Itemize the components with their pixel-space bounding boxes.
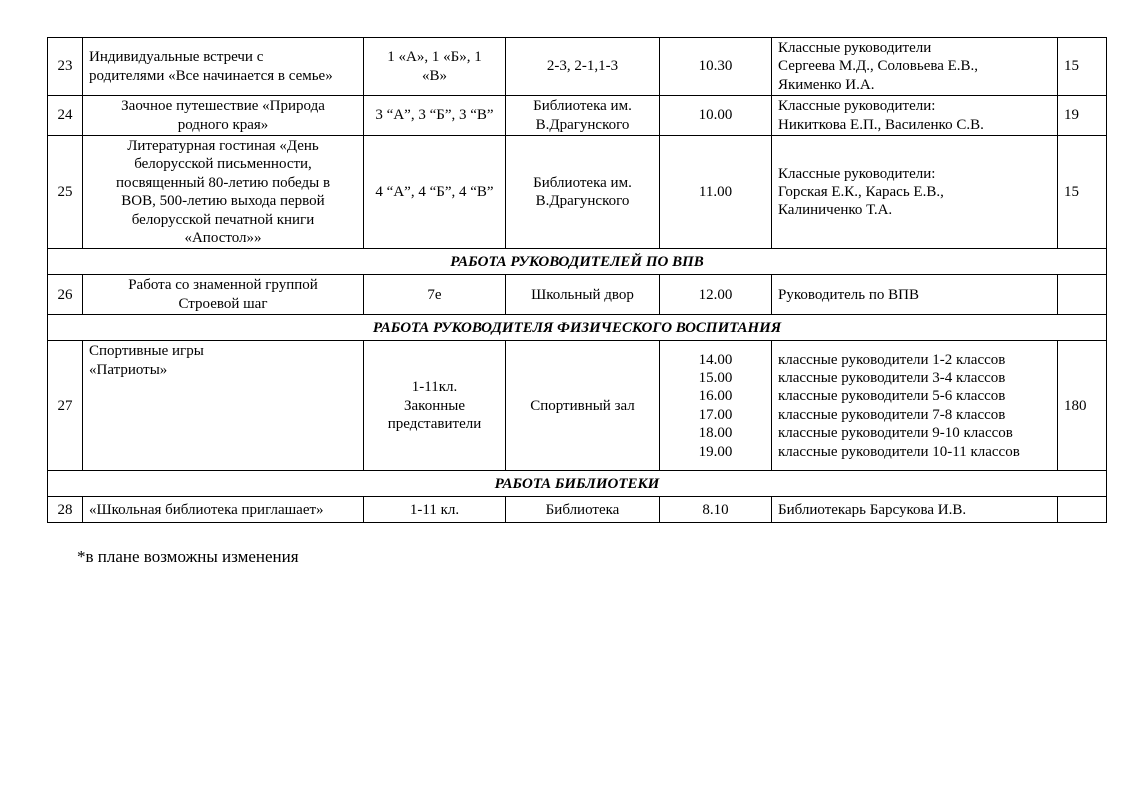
event-title: «Школьная библиотека приглашает» [83, 497, 364, 523]
table-row [48, 341, 1107, 471]
row-number: 23 [48, 38, 83, 96]
count-cell: 180 [1058, 341, 1107, 471]
event-title: Заочное путешествие «Природа родного края» [83, 96, 364, 136]
event-plan-table [47, 37, 1107, 523]
time-cell: 10.00 [660, 96, 772, 136]
row-number: 25 [48, 136, 83, 249]
section-title-vpv: РАБОТА РУКОВОДИТЕЛЕЙ ПО ВПВ [48, 249, 1107, 275]
table-row [48, 275, 1107, 315]
count-cell: 19 [1058, 96, 1107, 136]
count-cell [1058, 497, 1107, 523]
participants-cell: 1-11 кл. [364, 497, 506, 523]
row-number: 28 [48, 497, 83, 523]
time-cell: 14.00 15.00 16.00 17.00 18.00 19.00 [660, 341, 772, 471]
time-cell: 10.30 [660, 38, 772, 96]
section-header-row [48, 249, 1107, 275]
participants-cell: 1-11кл. Законные представители [364, 341, 506, 471]
time-cell: 11.00 [660, 136, 772, 249]
location-cell: Школьный двор [506, 275, 660, 315]
count-cell [1058, 275, 1107, 315]
responsible-cell: Классные руководители: Никиткова Е.П., Василенко С.В. [772, 96, 1058, 136]
event-title: Индивидуальные встречи с родителями «Все начинается в семье» [83, 38, 364, 96]
location-cell: 2-3, 2-1,1-3 [506, 38, 660, 96]
row-number: 24 [48, 96, 83, 136]
participants-cell: 7е [364, 275, 506, 315]
responsible-cell: Классные руководители: Горская Е.К., Карась Е.В., Калиниченко Т.А. [772, 136, 1058, 249]
table-row [48, 38, 1107, 96]
location-cell: Библиотека им. В.Драгунского [506, 136, 660, 249]
event-title: Литературная гостиная «День белорусской письменности, посвященный 80-летию победы в ВОВ, 500-летию выхода первой белорусской печатной книги «Апостол»» [83, 136, 364, 249]
location-cell: Спортивный зал [506, 341, 660, 471]
footnote: *в плане возможны изменения [77, 547, 299, 566]
table-row [48, 497, 1107, 523]
row-number: 26 [48, 275, 83, 315]
section-title-library: РАБОТА БИБЛИОТЕКИ [48, 471, 1107, 497]
location-cell: Библиотека им. В.Драгунского [506, 96, 660, 136]
row-number: 27 [48, 341, 83, 471]
responsible-cell: классные руководители 1-2 классов классные руководители 3-4 классов классные руководители 5-6 классов классные руководители 7-8 классов классные руководители 9-10 классов классные руководители 10-11 классов [772, 341, 1058, 471]
section-header-row [48, 471, 1107, 497]
participants-cell: 1 «А», 1 «Б», 1 «В» [364, 38, 506, 96]
location-cell: Библиотека [506, 497, 660, 523]
responsible-cell: Руководитель по ВПВ [772, 275, 1058, 315]
participants-cell: 4 “А”, 4 “Б”, 4 “В” [364, 136, 506, 249]
table-row [48, 136, 1107, 249]
participants-cell: 3 “А”, 3 “Б”, 3 “В” [364, 96, 506, 136]
count-cell: 15 [1058, 38, 1107, 96]
time-cell: 8.10 [660, 497, 772, 523]
count-cell: 15 [1058, 136, 1107, 249]
time-cell: 12.00 [660, 275, 772, 315]
table-row [48, 96, 1107, 136]
responsible-cell: Библиотекарь Барсукова И.В. [772, 497, 1058, 523]
event-title: Работа со знаменной группой Строевой шаг [83, 275, 364, 315]
event-title: Спортивные игры «Патриоты» [83, 341, 364, 471]
responsible-cell: Классные руководители Сергеева М.Д., Соловьева Е.В., Якименко И.А. [772, 38, 1058, 96]
section-title-phys: РАБОТА РУКОВОДИТЕЛЯ ФИЗИЧЕСКОГО ВОСПИТАНИЯ [48, 315, 1107, 341]
section-header-row [48, 315, 1107, 341]
